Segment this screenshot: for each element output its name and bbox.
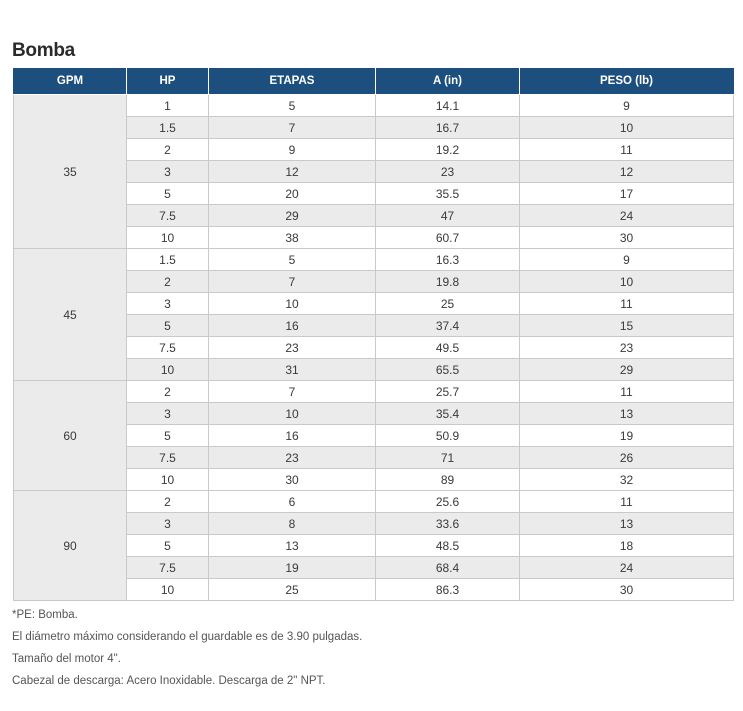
etapas-cell: 16 [209, 425, 376, 447]
a-in-cell: 33.6 [376, 513, 520, 535]
a-in-cell: 35.4 [376, 403, 520, 425]
peso-lb-cell: 13 [520, 513, 734, 535]
etapas-cell: 7 [209, 117, 376, 139]
column-header-peso-lb: PESO (lb) [520, 68, 734, 95]
a-in-cell: 48.5 [376, 535, 520, 557]
a-in-cell: 19.2 [376, 139, 520, 161]
peso-lb-cell: 19 [520, 425, 734, 447]
etapas-cell: 12 [209, 161, 376, 183]
etapas-cell: 8 [209, 513, 376, 535]
etapas-cell: 9 [209, 139, 376, 161]
a-in-cell: 23 [376, 161, 520, 183]
hp-cell: 5 [127, 315, 209, 337]
footnote: Tamaño del motor 4". [12, 653, 121, 665]
peso-lb-cell: 29 [520, 359, 734, 381]
table-row [14, 95, 734, 117]
etapas-cell: 5 [209, 249, 376, 271]
a-in-cell: 14.1 [376, 95, 520, 117]
a-in-cell: 86.3 [376, 579, 520, 601]
table-row [14, 491, 734, 513]
hp-cell: 1.5 [127, 249, 209, 271]
gpm-cell: 60 [14, 381, 127, 491]
table-row [14, 381, 734, 403]
etapas-cell: 7 [209, 381, 376, 403]
a-in-cell: 25.6 [376, 491, 520, 513]
a-in-cell: 47 [376, 205, 520, 227]
etapas-cell: 25 [209, 579, 376, 601]
etapas-cell: 20 [209, 183, 376, 205]
column-header-a-in: A (in) [376, 68, 520, 95]
table-body [14, 95, 734, 601]
gpm-cell: 45 [14, 249, 127, 381]
etapas-cell: 23 [209, 337, 376, 359]
etapas-cell: 10 [209, 403, 376, 425]
etapas-cell: 38 [209, 227, 376, 249]
etapas-cell: 23 [209, 447, 376, 469]
hp-cell: 7.5 [127, 447, 209, 469]
pump-spec-table [13, 68, 734, 601]
hp-cell: 2 [127, 491, 209, 513]
peso-lb-cell: 9 [520, 249, 734, 271]
peso-lb-cell: 24 [520, 557, 734, 579]
etapas-cell: 31 [209, 359, 376, 381]
peso-lb-cell: 15 [520, 315, 734, 337]
peso-lb-cell: 10 [520, 117, 734, 139]
peso-lb-cell: 11 [520, 293, 734, 315]
hp-cell: 2 [127, 271, 209, 293]
a-in-cell: 68.4 [376, 557, 520, 579]
gpm-cell: 90 [14, 491, 127, 601]
column-header-gpm: GPM [14, 68, 127, 95]
hp-cell: 3 [127, 403, 209, 425]
etapas-cell: 7 [209, 271, 376, 293]
table-row [14, 249, 734, 271]
peso-lb-cell: 10 [520, 271, 734, 293]
peso-lb-cell: 30 [520, 579, 734, 601]
column-header-hp: HP [127, 68, 209, 95]
hp-cell: 3 [127, 293, 209, 315]
footnote: Cabezal de descarga: Acero Inoxidable. Descarga de 2" NPT. [12, 675, 326, 687]
gpm-cell: 35 [14, 95, 127, 249]
peso-lb-cell: 32 [520, 469, 734, 491]
hp-cell: 10 [127, 227, 209, 249]
peso-lb-cell: 30 [520, 227, 734, 249]
etapas-cell: 30 [209, 469, 376, 491]
hp-cell: 7.5 [127, 337, 209, 359]
hp-cell: 1.5 [127, 117, 209, 139]
peso-lb-cell: 18 [520, 535, 734, 557]
peso-lb-cell: 13 [520, 403, 734, 425]
peso-lb-cell: 11 [520, 381, 734, 403]
peso-lb-cell: 11 [520, 491, 734, 513]
hp-cell: 3 [127, 161, 209, 183]
etapas-cell: 6 [209, 491, 376, 513]
a-in-cell: 60.7 [376, 227, 520, 249]
etapas-cell: 16 [209, 315, 376, 337]
hp-cell: 2 [127, 381, 209, 403]
hp-cell: 10 [127, 579, 209, 601]
a-in-cell: 19.8 [376, 271, 520, 293]
a-in-cell: 35.5 [376, 183, 520, 205]
a-in-cell: 65.5 [376, 359, 520, 381]
hp-cell: 7.5 [127, 557, 209, 579]
a-in-cell: 16.3 [376, 249, 520, 271]
a-in-cell: 16.7 [376, 117, 520, 139]
etapas-cell: 29 [209, 205, 376, 227]
etapas-cell: 10 [209, 293, 376, 315]
peso-lb-cell: 23 [520, 337, 734, 359]
etapas-cell: 5 [209, 95, 376, 117]
table-header-row [14, 68, 734, 95]
hp-cell: 5 [127, 535, 209, 557]
hp-cell: 5 [127, 183, 209, 205]
peso-lb-cell: 12 [520, 161, 734, 183]
hp-cell: 5 [127, 425, 209, 447]
hp-cell: 2 [127, 139, 209, 161]
hp-cell: 1 [127, 95, 209, 117]
hp-cell: 10 [127, 359, 209, 381]
a-in-cell: 37.4 [376, 315, 520, 337]
footnote: *PE: Bomba. [12, 609, 78, 621]
a-in-cell: 49.5 [376, 337, 520, 359]
footnotes [12, 606, 362, 694]
hp-cell: 7.5 [127, 205, 209, 227]
footnote: El diámetro máximo considerando el guardable es de 3.90 pulgadas. [12, 631, 363, 643]
column-header-etapas: ETAPAS [209, 68, 376, 95]
hp-cell: 3 [127, 513, 209, 535]
a-in-cell: 50.9 [376, 425, 520, 447]
peso-lb-cell: 17 [520, 183, 734, 205]
a-in-cell: 25.7 [376, 381, 520, 403]
a-in-cell: 89 [376, 469, 520, 491]
etapas-cell: 19 [209, 557, 376, 579]
a-in-cell: 71 [376, 447, 520, 469]
peso-lb-cell: 9 [520, 95, 734, 117]
a-in-cell: 25 [376, 293, 520, 315]
peso-lb-cell: 24 [520, 205, 734, 227]
etapas-cell: 13 [209, 535, 376, 557]
peso-lb-cell: 11 [520, 139, 734, 161]
hp-cell: 10 [127, 469, 209, 491]
page-title: Bomba [12, 40, 75, 61]
peso-lb-cell: 26 [520, 447, 734, 469]
